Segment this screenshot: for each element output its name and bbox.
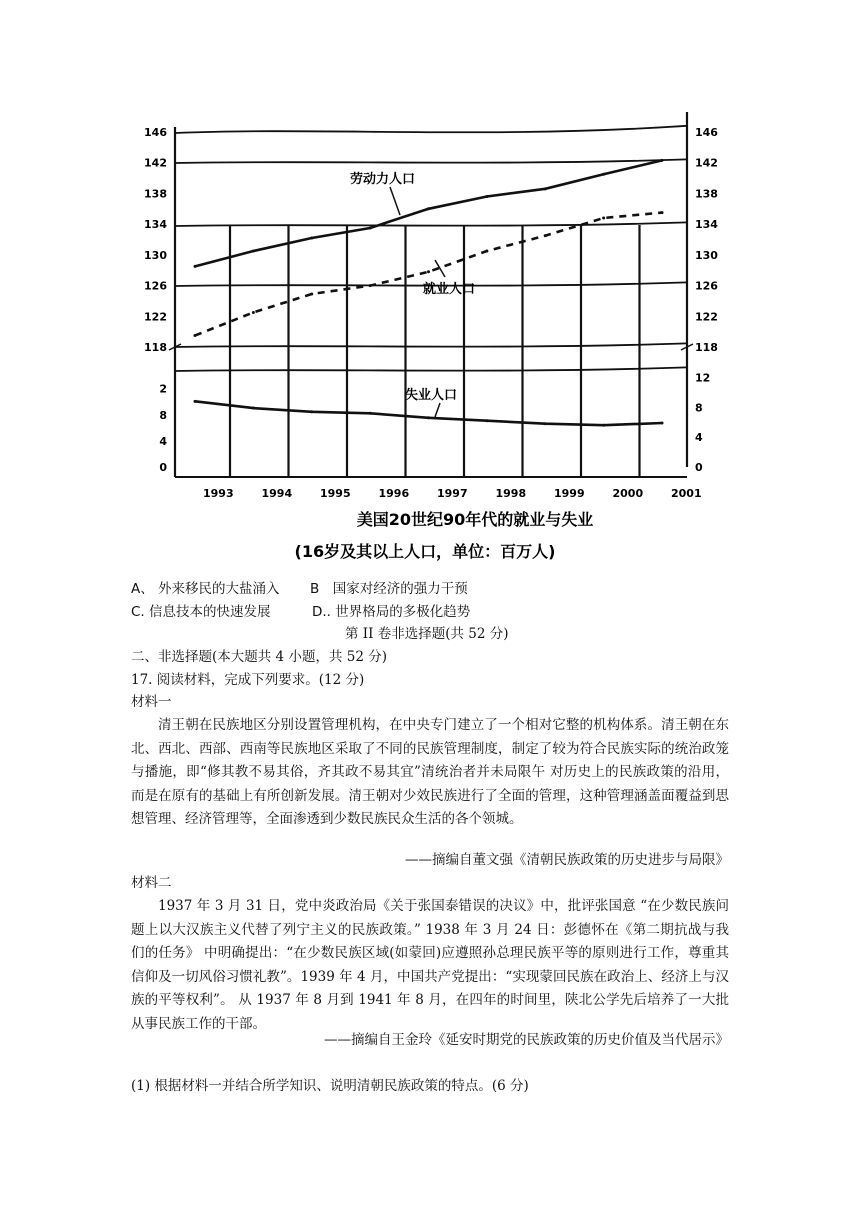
series-labor-force-point: [369, 226, 372, 229]
y-tick-right-lower: 12: [695, 371, 711, 385]
material1-text: 清王朝在民族地区分别设置管理机构，在中央专门建立了一个相对它整的机构体系。清王朝在东北、西北、西部、西南等民族地区采取了不同的民族管理制度，制定了较为符合民族实际的统治政笼与播施，即“修其教不易其俗，齐其政不易其宜”清统治者并未局限午 对历史上的民族政策的沿用，而是在原有的基础上有所创新发展。清王朝对少效民族进行了全面的管理，这种管理涵盖面覆益到思想管理、经济管理等，全面渗透到少数民族民众生活的各个领城。: [131, 717, 729, 827]
material2-body: [131, 895, 729, 1036]
label-labor: 劳动力人口: [350, 172, 416, 187]
y-tick-right-upper: 126: [695, 279, 718, 293]
grid-line-134: [175, 222, 687, 226]
series-labor-force-point: [310, 236, 313, 239]
series-unemployed-point: [602, 424, 605, 427]
y-tick-left-upper: 142: [144, 156, 167, 170]
label-employed: 就业人口: [423, 282, 476, 297]
label-unemployed: 失业人口: [405, 388, 458, 403]
series-labor-force: [195, 160, 662, 266]
y-tick-left-upper: 126: [144, 279, 167, 293]
material2-source: ——摘编自王金玲《延安时期党的民族政策的历史价值及当代居示》: [324, 1032, 729, 1048]
y-tick-left-lower: 4: [159, 434, 167, 448]
x-tick-label: 1997: [437, 487, 468, 500]
question-1: (1) 根据材料一并结合所学知识、说明清朝民族政策的特点。(6 分): [131, 1078, 529, 1094]
series-unemployed-point: [310, 410, 313, 413]
section-title: 第 II 卷非选择题(共 52 分): [345, 626, 509, 642]
y-tick-left-upper: 146: [144, 126, 167, 139]
series-employed-point: [602, 217, 605, 220]
series-employed-point: [369, 284, 372, 287]
y-tick-left-upper: 134: [144, 218, 167, 232]
x-tick-label: 1996: [378, 487, 410, 500]
employment-chart: [135, 105, 718, 565]
series-employed-point: [661, 211, 664, 214]
panel-top-line: [175, 126, 687, 133]
arrow-unemployed: [435, 403, 440, 417]
series-unemployed-point: [661, 421, 664, 424]
y-tick-left-upper: 138: [144, 187, 167, 201]
y-tick-left-lower: 8: [159, 408, 167, 422]
material2-label: 材料二: [131, 875, 172, 891]
material2-text: 1937 年 3 月 31 日，党中炎政治局《关于张国泰错误的决议》中，批评张国意 “在少数民族问题上以大汉族主义代替了列宁主义的民族政策。” 1938 年 3 月 24 日：彭德怀在《第二期抗战与我们的任务》 中明确提出：“在少数民族区域(如蒙回)应遵照孙总理民族平等的原则进行工作，尊重其信仰及一切风俗习惯礼教”。1939 年 4 月，中国共产党提出：“实现蒙回民族在政治上、经济上与汉族的平等权利”。 从 1937 年 8 月到 1941 年 8 月，在四年的时间里，陕北公学先后培养了一大批从事民族工作的干部。: [131, 898, 729, 1032]
y-tick-right-upper: 134: [695, 218, 718, 232]
y-tick-right-upper: 142: [695, 156, 718, 170]
series-employed-point: [194, 334, 197, 337]
series-unemployed: [195, 401, 662, 425]
series-unemployed-point: [485, 419, 488, 422]
y-tick-right-upper: 146: [695, 126, 718, 139]
x-tick-label: 1993: [203, 487, 234, 500]
series-employed-point: [310, 293, 313, 296]
series-employed: [195, 213, 662, 336]
chart-subtitle: (16岁及其以上人口，单位：百万人): [294, 542, 556, 561]
arrow-labor: [390, 187, 400, 215]
x-tick-label: 1995: [320, 487, 351, 500]
y-tick-right-lower: 8: [695, 401, 703, 415]
question-17: 17. 阅读材料，完成下列要求。(12 分): [131, 672, 365, 688]
y-tick-right-upper: 130: [695, 248, 718, 262]
option-c: C. 信息技本的快速发展: [131, 604, 271, 620]
x-tick-label: 2001: [671, 487, 702, 500]
option-a: A、 外来移民的大盐涌入: [131, 581, 280, 597]
chart-title: 美国20世纪90年代的就业与失业: [356, 510, 594, 529]
series-labor-force-point: [602, 173, 605, 176]
series-employed-point: [544, 234, 547, 237]
y-tick-left-upper: 118: [144, 341, 167, 354]
y-tick-left-lower: 2: [159, 382, 167, 396]
y-tick-right-lower: 0: [695, 461, 703, 474]
panel-divider-upper: [175, 343, 687, 347]
y-tick-left-lower: 0: [159, 461, 167, 474]
y-tick-left-upper: 122: [144, 310, 167, 324]
y-tick-right-upper: 138: [695, 187, 718, 201]
series-labor-force-point: [485, 195, 488, 198]
series-labor-force-point: [427, 207, 430, 210]
y-tick-right-upper: 122: [695, 310, 718, 324]
series-employed-point: [252, 311, 255, 314]
y-tick-right-upper: 118: [695, 341, 718, 354]
part-two-heading: 二、非选择题(本大题共 4 小题，共 52 分): [131, 649, 387, 665]
series-employed-point: [485, 250, 488, 253]
series-labor-force-point: [661, 159, 664, 162]
panel-divider-lower: [175, 367, 687, 371]
x-tick-label: 1998: [495, 487, 527, 500]
option-d: D.. 世界格局的多极化趋势: [312, 604, 471, 620]
series-unemployed-point: [194, 400, 197, 403]
material1-body: [131, 714, 729, 832]
series-labor-force-point: [544, 187, 547, 190]
series-unemployed-point: [252, 407, 255, 410]
chart-svg: [135, 105, 718, 565]
y-tick-right-lower: 4: [695, 431, 703, 445]
material1-label: 材料一: [131, 694, 172, 710]
grid-line-142: [175, 159, 687, 163]
y-tick-left-upper: 130: [144, 248, 167, 262]
series-labor-force-point: [194, 265, 197, 268]
x-tick-label: 2000: [612, 487, 644, 500]
option-b: B 国家对经济的强力干预: [310, 581, 468, 597]
x-tick-label: 1994: [261, 487, 293, 500]
x-tick-label: 1999: [554, 487, 585, 500]
series-unemployed-point: [369, 412, 372, 415]
series-unemployed-point: [427, 416, 430, 419]
series-employed-point: [427, 270, 430, 273]
material1-source: ——摘编自董文强《清朝民族政策的历史进步与局限》: [405, 852, 729, 868]
series-labor-force-point: [252, 250, 255, 253]
series-unemployed-point: [544, 422, 547, 425]
